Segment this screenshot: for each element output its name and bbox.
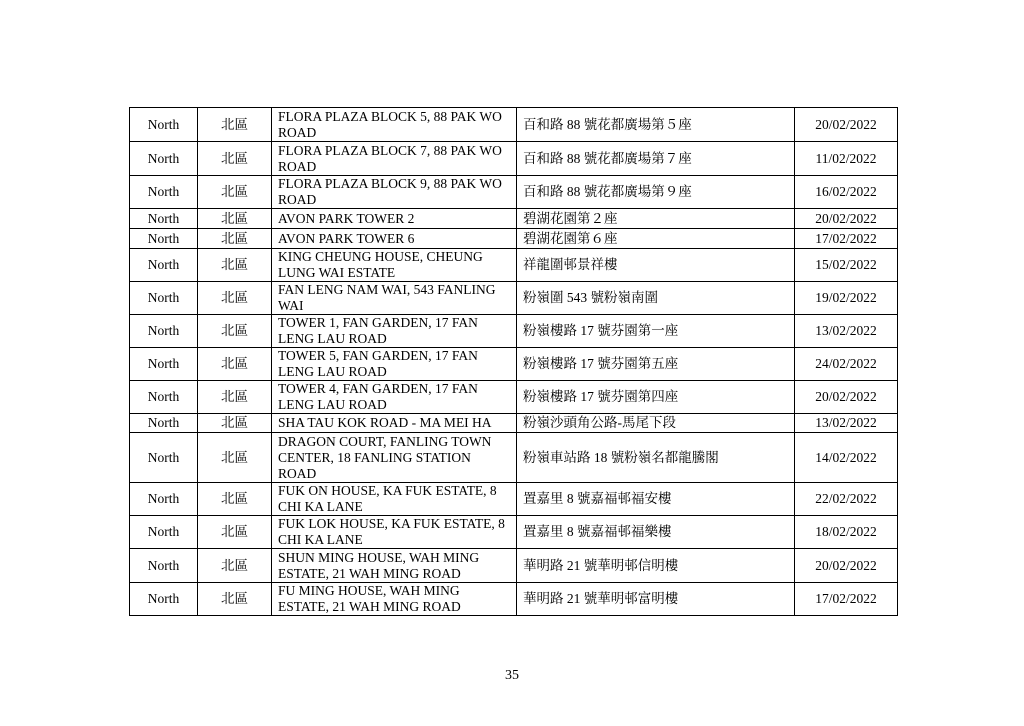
- address-zh-cell: 百和路 88 號花都廣場第９座: [517, 176, 795, 209]
- district-zh-cell: 北區: [198, 249, 272, 282]
- district-cell: North: [130, 176, 198, 209]
- address-zh-cell: 粉嶺樓路 17 號芬園第五座: [517, 348, 795, 381]
- table-row: [130, 583, 898, 616]
- date-cell: 18/02/2022: [795, 516, 898, 549]
- table-row: [130, 142, 898, 176]
- district-zh-cell: 北區: [198, 282, 272, 315]
- district-zh-cell: 北區: [198, 315, 272, 348]
- address-zh-cell: 粉嶺樓路 17 號芬園第一座: [517, 315, 795, 348]
- date-cell: 15/02/2022: [795, 249, 898, 282]
- address-cell: FUK LOK HOUSE, KA FUK ESTATE, 8 CHI KA LANE: [272, 516, 517, 549]
- district-cell: North: [130, 108, 198, 142]
- date-cell: 14/02/2022: [795, 433, 898, 483]
- district-zh-cell: 北區: [198, 142, 272, 176]
- table-row: [130, 315, 898, 348]
- address-cell: TOWER 4, FAN GARDEN, 17 FAN LENG LAU ROAD: [272, 381, 517, 414]
- table-row: [130, 549, 898, 583]
- table-row: [130, 433, 898, 483]
- address-zh-cell: 粉嶺樓路 17 號芬園第四座: [517, 381, 795, 414]
- address-cell: DRAGON COURT, FANLING TOWN CENTER, 18 FANLING STATION ROAD: [272, 433, 517, 483]
- district-cell: North: [130, 483, 198, 516]
- district-cell: North: [130, 433, 198, 483]
- district-cell: North: [130, 229, 198, 249]
- date-cell: 20/02/2022: [795, 381, 898, 414]
- district-zh-cell: 北區: [198, 229, 272, 249]
- table-row: [130, 381, 898, 414]
- district-zh-cell: 北區: [198, 549, 272, 583]
- table-row: [130, 249, 898, 282]
- table-row: [130, 414, 898, 433]
- district-cell: North: [130, 249, 198, 282]
- address-cell: FAN LENG NAM WAI, 543 FANLING WAI: [272, 282, 517, 315]
- address-cell: AVON PARK TOWER 6: [272, 229, 517, 249]
- table-row: [130, 483, 898, 516]
- date-cell: 20/02/2022: [795, 549, 898, 583]
- address-zh-cell: 置嘉里 8 號嘉福邨福安樓: [517, 483, 795, 516]
- district-cell: North: [130, 583, 198, 616]
- address-zh-cell: 華明路 21 號華明邨信明樓: [517, 549, 795, 583]
- address-zh-cell: 粉嶺沙頭角公路-馬尾下段: [517, 414, 795, 433]
- district-cell: North: [130, 315, 198, 348]
- table-body: [130, 108, 898, 616]
- table-row: [130, 209, 898, 229]
- address-cell: KING CHEUNG HOUSE, CHEUNG LUNG WAI ESTATE: [272, 249, 517, 282]
- table-row: [130, 348, 898, 381]
- address-zh-cell: 百和路 88 號花都廣場第５座: [517, 108, 795, 142]
- address-zh-cell: 祥龍圍邨景祥樓: [517, 249, 795, 282]
- date-cell: 17/02/2022: [795, 229, 898, 249]
- district-zh-cell: 北區: [198, 516, 272, 549]
- building-list-table: [129, 107, 898, 616]
- district-zh-cell: 北區: [198, 176, 272, 209]
- table-row: [130, 282, 898, 315]
- address-cell: FLORA PLAZA BLOCK 5, 88 PAK WO ROAD: [272, 108, 517, 142]
- table-row: [130, 229, 898, 249]
- district-cell: North: [130, 549, 198, 583]
- address-zh-cell: 置嘉里 8 號嘉福邨福樂樓: [517, 516, 795, 549]
- district-cell: North: [130, 282, 198, 315]
- district-cell: North: [130, 516, 198, 549]
- district-zh-cell: 北區: [198, 108, 272, 142]
- address-cell: FLORA PLAZA BLOCK 7, 88 PAK WO ROAD: [272, 142, 517, 176]
- table-row: [130, 176, 898, 209]
- address-cell: FLORA PLAZA BLOCK 9, 88 PAK WO ROAD: [272, 176, 517, 209]
- district-cell: North: [130, 142, 198, 176]
- address-cell: AVON PARK TOWER 2: [272, 209, 517, 229]
- address-zh-cell: 華明路 21 號華明邨富明樓: [517, 583, 795, 616]
- address-cell: TOWER 5, FAN GARDEN, 17 FAN LENG LAU ROAD: [272, 348, 517, 381]
- district-zh-cell: 北區: [198, 483, 272, 516]
- address-cell: SHA TAU KOK ROAD - MA MEI HA: [272, 414, 517, 433]
- date-cell: 20/02/2022: [795, 108, 898, 142]
- address-zh-cell: 碧湖花園第２座: [517, 209, 795, 229]
- date-cell: 19/02/2022: [795, 282, 898, 315]
- district-zh-cell: 北區: [198, 583, 272, 616]
- district-cell: North: [130, 348, 198, 381]
- date-cell: 16/02/2022: [795, 176, 898, 209]
- date-cell: 17/02/2022: [795, 583, 898, 616]
- address-cell: FUK ON HOUSE, KA FUK ESTATE, 8 CHI KA LANE: [272, 483, 517, 516]
- district-zh-cell: 北區: [198, 348, 272, 381]
- district-cell: North: [130, 209, 198, 229]
- table-row: [130, 516, 898, 549]
- address-zh-cell: 粉嶺車站路 18 號粉嶺名都龍騰閣: [517, 433, 795, 483]
- address-cell: FU MING HOUSE, WAH MING ESTATE, 21 WAH MING ROAD: [272, 583, 517, 616]
- table-row: [130, 108, 898, 142]
- page-number: 35: [505, 668, 519, 683]
- date-cell: 11/02/2022: [795, 142, 898, 176]
- date-cell: 22/02/2022: [795, 483, 898, 516]
- date-cell: 24/02/2022: [795, 348, 898, 381]
- address-zh-cell: 碧湖花園第６座: [517, 229, 795, 249]
- district-zh-cell: 北區: [198, 433, 272, 483]
- district-zh-cell: 北區: [198, 381, 272, 414]
- address-zh-cell: 百和路 88 號花都廣場第７座: [517, 142, 795, 176]
- district-zh-cell: 北區: [198, 414, 272, 433]
- date-cell: 20/02/2022: [795, 209, 898, 229]
- address-cell: TOWER 1, FAN GARDEN, 17 FAN LENG LAU ROAD: [272, 315, 517, 348]
- address-cell: SHUN MING HOUSE, WAH MING ESTATE, 21 WAH MING ROAD: [272, 549, 517, 583]
- district-cell: North: [130, 414, 198, 433]
- date-cell: 13/02/2022: [795, 414, 898, 433]
- date-cell: 13/02/2022: [795, 315, 898, 348]
- address-zh-cell: 粉嶺圍 543 號粉嶺南圍: [517, 282, 795, 315]
- district-cell: North: [130, 381, 198, 414]
- district-zh-cell: 北區: [198, 209, 272, 229]
